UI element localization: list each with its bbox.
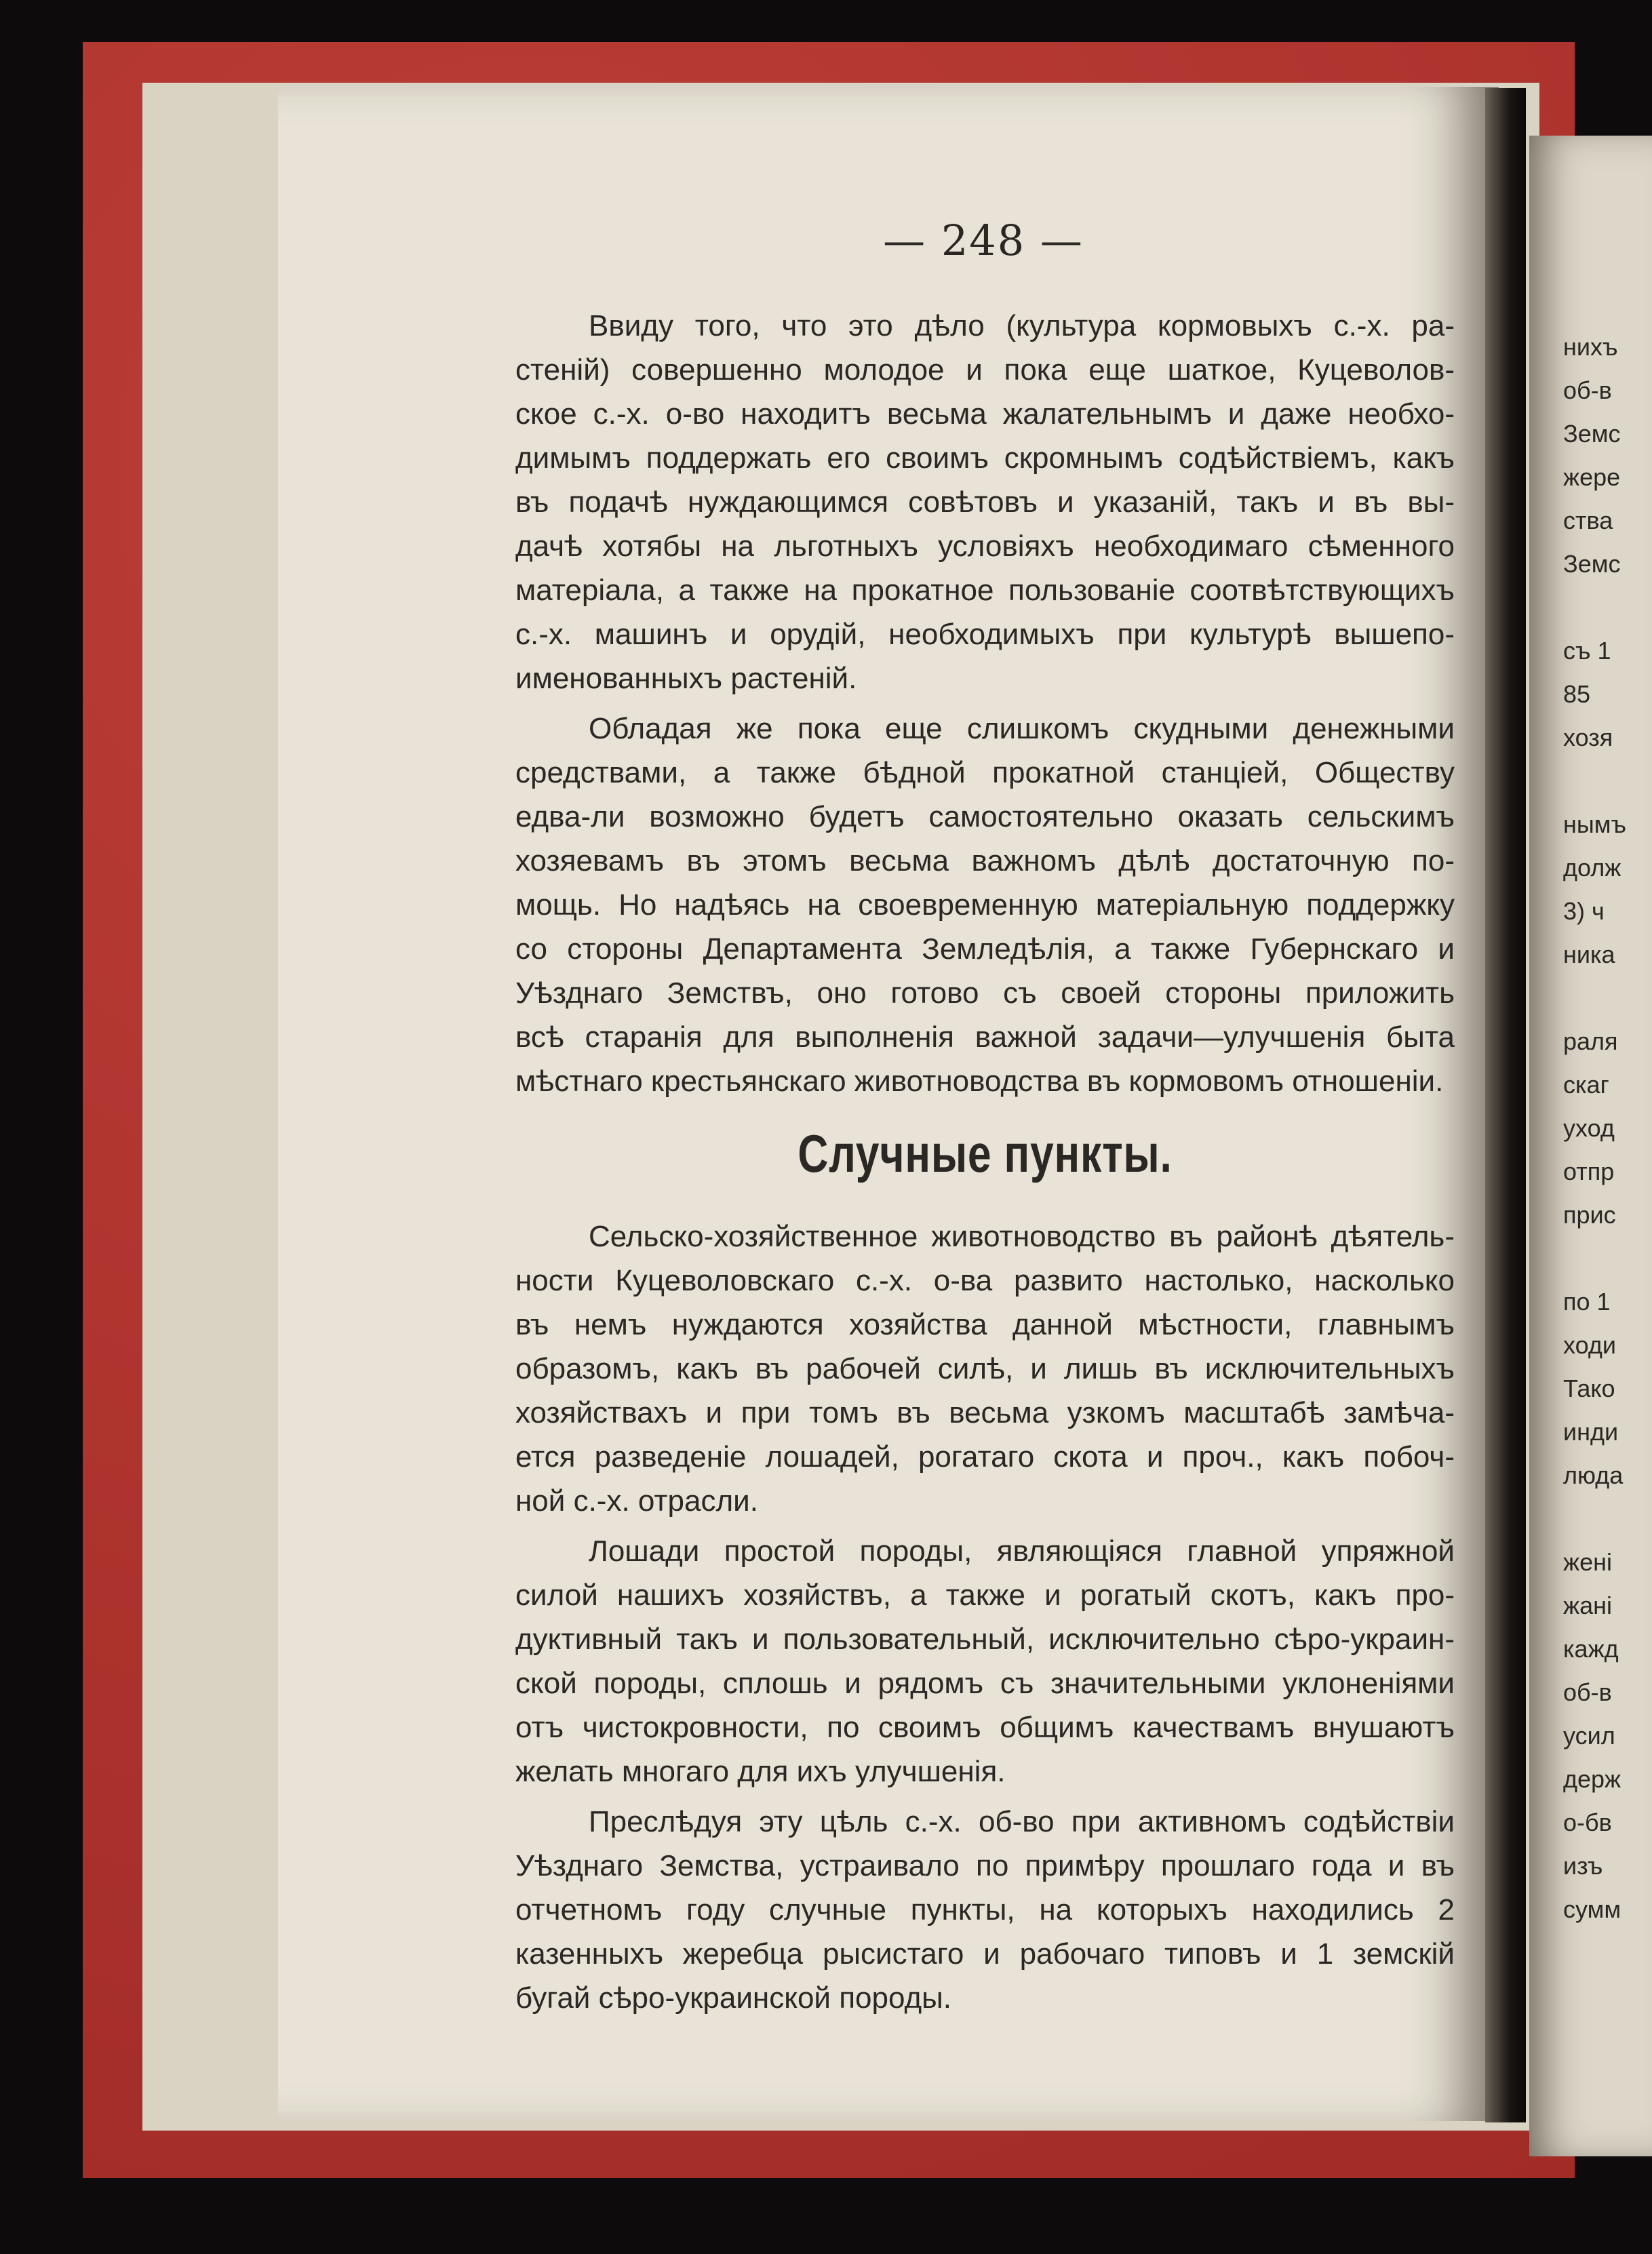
text-line: въ подачѣ нуждающимся совѣтовъ и указаній, такъ и въ вы- bbox=[515, 486, 1455, 519]
text-line: Лошади простой породы, являющіяся главной упряжной bbox=[589, 1535, 1455, 1568]
next-page-fragment: уход bbox=[1563, 1114, 1615, 1142]
text-line: ское с.-х. о-во находитъ весьма жалательнымъ и даже необхо- bbox=[515, 397, 1455, 431]
paragraph bbox=[515, 304, 1455, 700]
text-line: отчетномъ году случные пункты, на которыхъ находились 2 bbox=[515, 1893, 1455, 1926]
next-page-fragment: о-бв bbox=[1563, 1808, 1612, 1836]
next-page-fragment: раля bbox=[1563, 1027, 1618, 1055]
text-line: именованныхъ растеній. bbox=[515, 662, 857, 695]
text-line: отъ чистокровности, по своимъ общимъ качествамъ внушаютъ bbox=[515, 1711, 1455, 1744]
paragraph bbox=[515, 1529, 1455, 1794]
paragraphs-before bbox=[515, 304, 1455, 1103]
text-line: ной с.-х. отрасли. bbox=[515, 1484, 758, 1518]
text-line: со стороны Департамента Земледѣлія, а также Губернскаго и bbox=[515, 932, 1455, 966]
text-line: димымъ поддержать его своимъ скромнымъ содѣйствіемъ, какъ bbox=[515, 441, 1455, 475]
text-line: бугай сѣро-украинской породы. bbox=[515, 1981, 952, 2015]
next-page-fragment: изъ bbox=[1563, 1852, 1603, 1880]
next-page-fragments bbox=[1563, 325, 1652, 1931]
next-page-fragment: съ 1 bbox=[1563, 637, 1611, 665]
paragraph bbox=[515, 707, 1455, 1103]
next-page-fragment: Земс bbox=[1563, 550, 1621, 578]
next-page-fragment: усил bbox=[1563, 1722, 1615, 1749]
next-page-fragment bbox=[1563, 586, 1652, 629]
next-page-fragment: инди bbox=[1563, 1418, 1619, 1446]
next-page-fragment: кажд bbox=[1563, 1635, 1619, 1663]
text-line: Уѣзднаго Земства, устраивало по примѣру прошлаго года и въ bbox=[515, 1849, 1455, 1882]
paragraphs-after bbox=[515, 1214, 1455, 2020]
text-line: дуктивный такъ и пользовательный, исключительно сѣро-украин- bbox=[515, 1623, 1455, 1656]
page-number: — 248 — bbox=[883, 216, 1084, 265]
paragraph bbox=[515, 1800, 1455, 2020]
text-line: едва-ли возможно будетъ самостоятельно оказать сельскимъ bbox=[515, 800, 1455, 833]
next-page-fragment bbox=[1563, 1497, 1652, 1541]
next-page-fragment: нихъ bbox=[1563, 333, 1618, 361]
next-page-fragment: Земс bbox=[1563, 420, 1621, 448]
text-line: казенныхъ жеребца рысистаго и рабочаго типовъ и 1 земскій bbox=[515, 1937, 1455, 1971]
next-page-fragment: сумм bbox=[1563, 1895, 1621, 1923]
text-line: Уѣзднаго Земствъ, оно готово съ своей стороны приложить bbox=[515, 976, 1455, 1010]
next-page-fragment: прис bbox=[1563, 1201, 1616, 1229]
next-page-fragment: об-в bbox=[1563, 1678, 1612, 1706]
text-line: дачѣ хотябы на льготныхъ условіяхъ необходимаго сѣменного bbox=[515, 530, 1455, 563]
text-line: хозяевамъ въ этомъ весьма важномъ дѣлѣ достаточную по- bbox=[515, 844, 1455, 877]
text-line: въ немъ нуждаются хозяйства данной мѣстности, главнымъ bbox=[515, 1308, 1455, 1341]
next-page-fragment: 3) ч bbox=[1563, 897, 1605, 925]
next-page-fragment: хозя bbox=[1563, 724, 1613, 751]
next-page-fragment bbox=[1563, 1237, 1652, 1280]
next-page-fragment: жені bbox=[1563, 1548, 1612, 1576]
next-page-fragment: скаг bbox=[1563, 1071, 1609, 1099]
text-line: Обладая же пока еще слишкомъ скудными денежными bbox=[589, 712, 1455, 745]
book-gutter bbox=[1485, 88, 1526, 2122]
text-line: ется разведеніе лошадей, рогатаго скота и проч., какъ побоч- bbox=[515, 1440, 1455, 1474]
next-page-fragment: отпр bbox=[1563, 1158, 1615, 1185]
next-page-fragment: держ bbox=[1563, 1765, 1621, 1793]
next-page-fragment bbox=[1563, 759, 1652, 803]
text-line: средствами, а также бѣдной прокатной станціей, Обществу bbox=[515, 756, 1455, 789]
next-page-fragment: жані bbox=[1563, 1591, 1612, 1619]
text-line: мѣстнаго крестьянскаго животноводства въ кормовомъ отношеніи. bbox=[515, 1065, 1444, 1098]
next-page-fragment: долж bbox=[1563, 854, 1621, 882]
text-line: хозяйствахъ и при томъ въ весьма узкомъ масштабѣ замѣча- bbox=[515, 1396, 1455, 1429]
text-line: Сельско-хозяйственное животноводство въ районѣ дѣятель- bbox=[589, 1220, 1455, 1253]
next-page-fragment: по 1 bbox=[1563, 1288, 1611, 1316]
text-line: с.-х. машинъ и орудій, необходимыхъ при культурѣ вышепо- bbox=[515, 618, 1455, 651]
text-line: стеній) совершенно молодое и пока еще шаткое, Куцеволов- bbox=[515, 353, 1455, 387]
text-line: желать многаго для ихъ улучшенія. bbox=[515, 1755, 1006, 1788]
paragraph bbox=[515, 1214, 1455, 1523]
next-page-fragment: ства bbox=[1563, 507, 1613, 534]
page-body bbox=[515, 304, 1455, 2026]
text-line: всѣ старанія для выполненія важной задачи—улучшенія быта bbox=[515, 1021, 1455, 1054]
next-page-fragment: 85 bbox=[1563, 680, 1591, 708]
next-page-fragment: ходи bbox=[1563, 1331, 1616, 1359]
next-page-fragment bbox=[1563, 976, 1652, 1020]
text-line: мощь. Но надѣясь на своевременную матеріальную поддержку bbox=[515, 888, 1455, 922]
next-page-fragment: Тако bbox=[1563, 1375, 1615, 1402]
text-line: Ввиду того, что это дѣло (культура кормовыхъ с.-х. ра- bbox=[589, 309, 1455, 342]
next-page-fragment: ника bbox=[1563, 941, 1615, 968]
text-line: ности Куцеволовскаго с.-х. о-ва развито настолько, насколько bbox=[515, 1264, 1455, 1297]
text-line: ской породы, сплошь и рядомъ съ значительными уклоненіями bbox=[515, 1667, 1455, 1700]
text-line: матеріала, а также на прокатное пользованіе соотвѣтствующихъ bbox=[515, 574, 1455, 607]
text-line: силой нашихъ хозяйствъ, а также и рогатый скотъ, какъ про- bbox=[515, 1579, 1455, 1612]
text-line: образомъ, какъ въ рабочей силѣ, и лишь въ исключительныхъ bbox=[515, 1352, 1455, 1385]
section-heading: Случные пункты. bbox=[798, 1124, 1173, 1183]
next-page-fragment: жере bbox=[1563, 463, 1621, 491]
text-line: Преслѣдуя эту цѣль с.-х. об-во при активномъ содѣйствіи bbox=[589, 1805, 1455, 1838]
next-page-fragment: об-в bbox=[1563, 376, 1612, 404]
next-page-fragment: люда bbox=[1563, 1461, 1624, 1489]
next-page-fragment: нымъ bbox=[1563, 810, 1627, 838]
